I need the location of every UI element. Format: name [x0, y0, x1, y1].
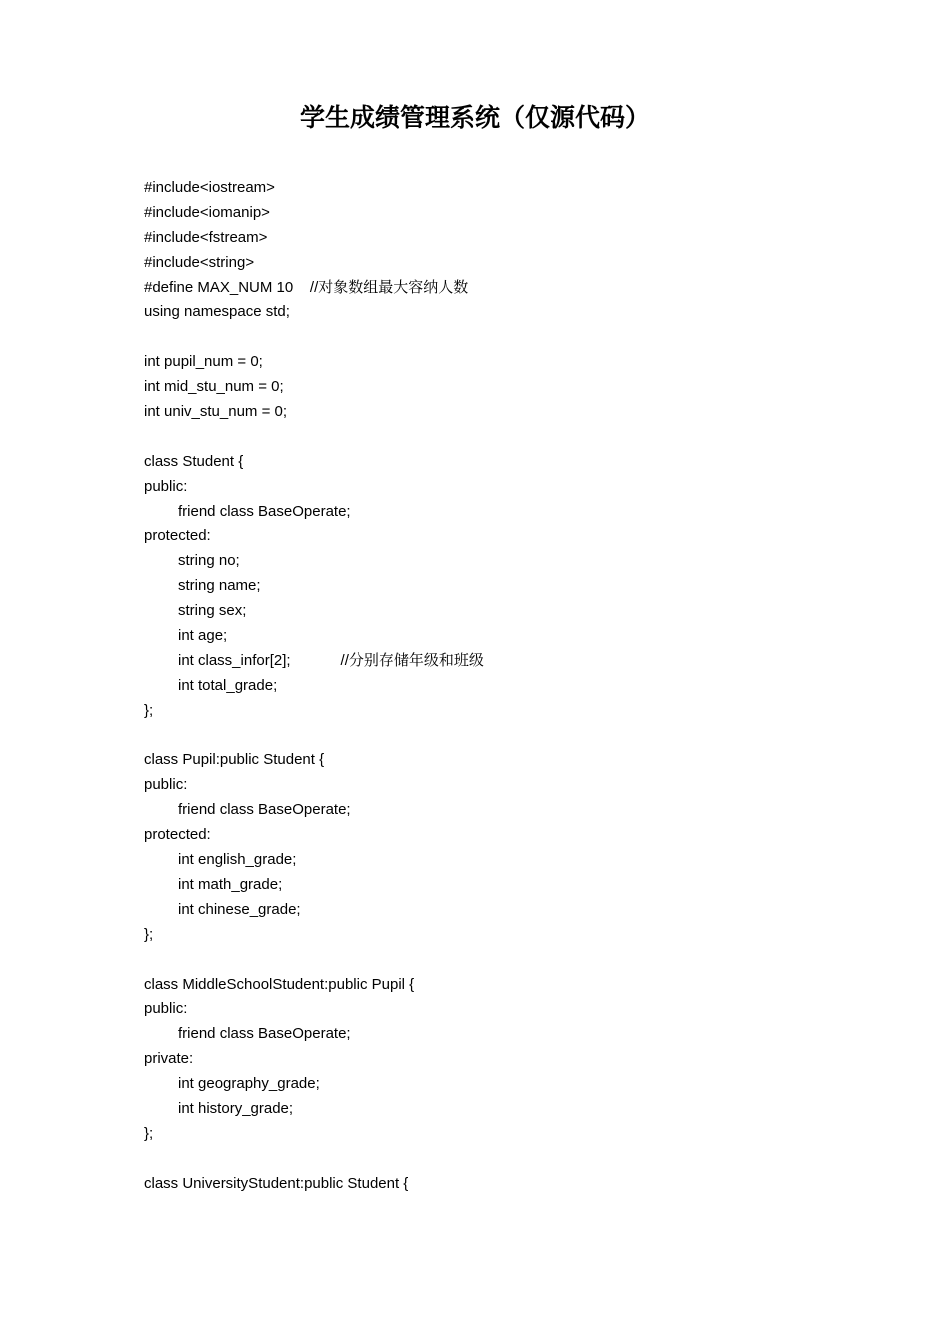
- code-line: public:: [144, 477, 188, 495]
- code-line: string no;: [178, 552, 240, 570]
- code-line: string sex;: [178, 602, 247, 620]
- code-line: int age;: [178, 627, 228, 645]
- blank-line: [144, 325, 904, 350]
- code-line: class UniversityStudent:public Student {: [144, 1174, 409, 1192]
- code-line: int chinese_grade;: [178, 900, 301, 918]
- code-line: };: [144, 701, 154, 719]
- code-line: friend class BaseOperate;: [178, 1025, 351, 1043]
- code-line: class Pupil:public Student {: [144, 751, 325, 769]
- code-line: public:: [144, 1000, 188, 1018]
- code-line: public:: [144, 776, 188, 794]
- code-line: friend class BaseOperate;: [178, 502, 351, 520]
- code-line: #include<string>: [144, 253, 255, 271]
- code-line: int class_infor[2]; //分别存储年级和班级: [178, 651, 484, 669]
- code-line: class MiddleSchoolStudent:public Pupil {: [144, 975, 415, 993]
- code-line: int total_grade;: [178, 676, 278, 694]
- source-code-block: [144, 176, 904, 1197]
- blank-line: [144, 1147, 904, 1172]
- code-line: friend class BaseOperate;: [178, 801, 351, 819]
- code-line: int univ_stu_num = 0;: [144, 403, 288, 421]
- code-line: };: [144, 925, 154, 943]
- code-line: int geography_grade;: [178, 1075, 320, 1093]
- code-line: class Student {: [144, 452, 244, 470]
- blank-line: [144, 724, 904, 749]
- code-line: using namespace std;: [144, 303, 290, 321]
- code-line: private:: [144, 1050, 194, 1068]
- code-line: #include<fstream>: [144, 228, 268, 246]
- code-line: #include<iostream>: [144, 179, 275, 196]
- page-title: 学生成绩管理系统（仅源代码）: [299, 103, 650, 132]
- code-line: int mid_stu_num = 0;: [144, 378, 284, 396]
- blank-line: [144, 948, 904, 973]
- code-line: int history_grade;: [178, 1099, 294, 1117]
- code-line: int math_grade;: [178, 875, 283, 893]
- code-line: };: [144, 1124, 154, 1142]
- code-line: int pupil_num = 0;: [144, 353, 263, 371]
- code-line: #include<iomanip>: [144, 203, 270, 221]
- code-line: int english_grade;: [178, 851, 297, 869]
- blank-line: [144, 425, 904, 450]
- code-line: protected:: [144, 826, 211, 844]
- code-line: protected:: [144, 527, 211, 545]
- code-line: string name;: [178, 577, 261, 595]
- code-line: #define MAX_NUM 10 //对象数组最大容纳人数: [144, 278, 469, 296]
